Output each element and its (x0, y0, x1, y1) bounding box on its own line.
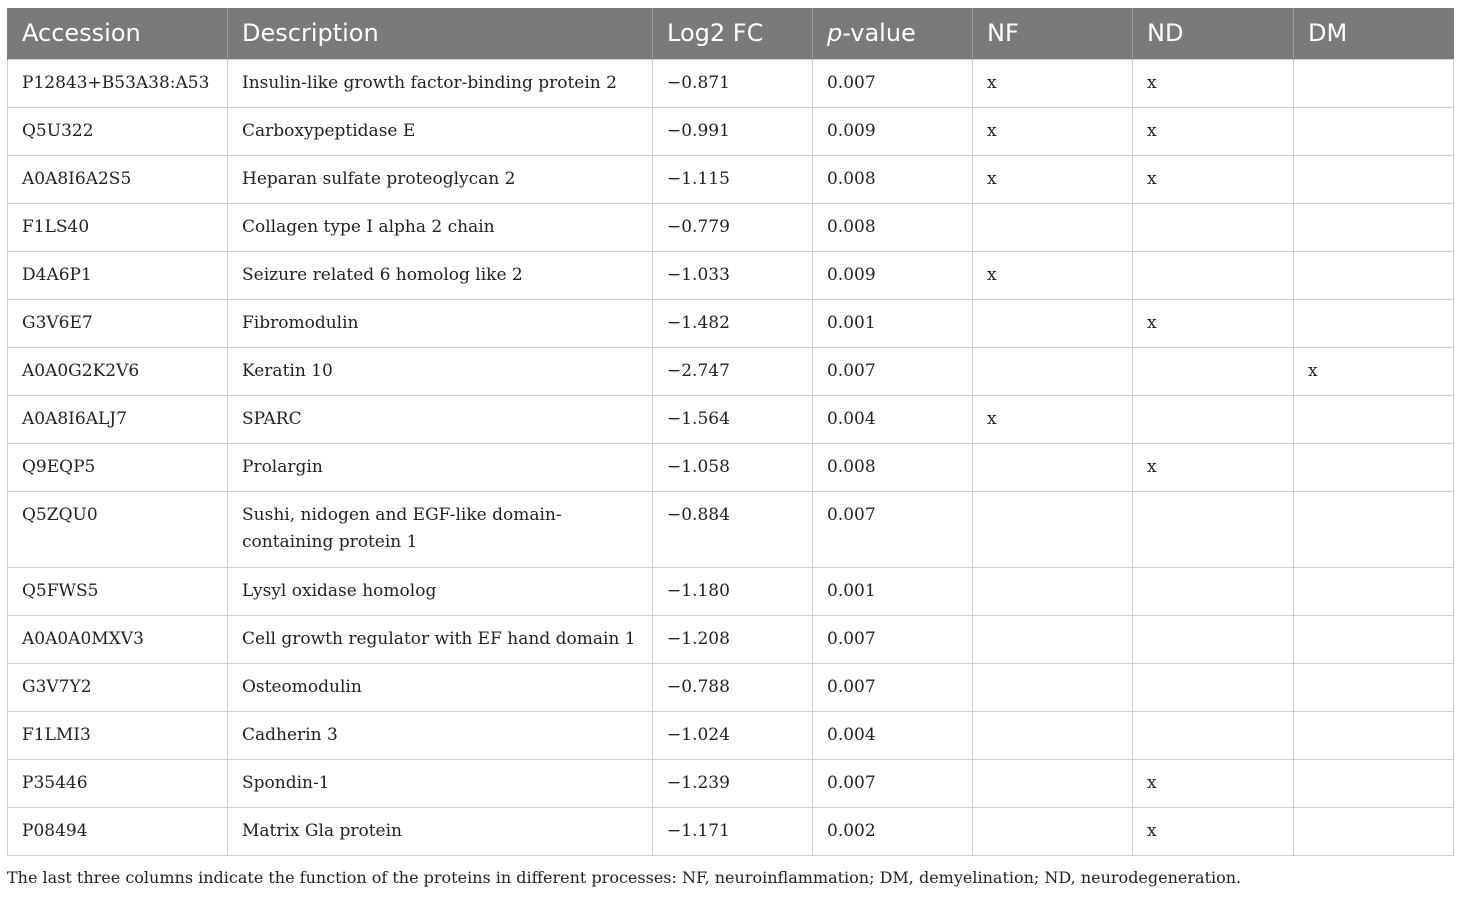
cell-log2fc: −0.871 (653, 59, 813, 107)
cell-description: SPARC (228, 395, 653, 443)
cell-log2fc: −1.482 (653, 299, 813, 347)
table-row (8, 615, 1454, 663)
table-row (8, 567, 1454, 615)
table-row (8, 299, 1454, 347)
cell-nf (973, 347, 1133, 395)
header-nf: NF (973, 8, 1133, 59)
cell-dm: x (1294, 347, 1454, 395)
cell-description: Spondin-1 (228, 759, 653, 807)
cell-nf: x (973, 59, 1133, 107)
header-pvalue-italic: p (827, 19, 843, 48)
cell-dm (1294, 759, 1454, 807)
table-row (8, 203, 1454, 251)
cell-dm (1294, 59, 1454, 107)
cell-nd (1133, 491, 1294, 567)
cell-accession: A0A8I6A2S5 (8, 155, 228, 203)
cell-log2fc: −0.779 (653, 203, 813, 251)
header-pvalue (813, 8, 973, 59)
cell-nf (973, 491, 1133, 567)
cell-description: Sushi, nidogen and EGF-like domain-containing protein 1 (228, 491, 653, 567)
cell-log2fc: −0.991 (653, 107, 813, 155)
cell-nf (973, 711, 1133, 759)
cell-nd (1133, 347, 1294, 395)
cell-description: Keratin 10 (228, 347, 653, 395)
cell-description: Collagen type I alpha 2 chain (228, 203, 653, 251)
cell-pvalue: 0.007 (813, 663, 973, 711)
header-row (8, 8, 1454, 59)
header-accession: Accession (8, 8, 228, 59)
cell-nd (1133, 567, 1294, 615)
cell-description: Cell growth regulator with EF hand domain 1 (228, 615, 653, 663)
cell-dm (1294, 711, 1454, 759)
cell-nd: x (1133, 155, 1294, 203)
cell-accession: G3V7Y2 (8, 663, 228, 711)
table-row (8, 491, 1454, 567)
table-header (8, 8, 1454, 59)
cell-nd (1133, 615, 1294, 663)
cell-description: Seizure related 6 homolog like 2 (228, 251, 653, 299)
cell-dm (1294, 251, 1454, 299)
cell-log2fc: −1.033 (653, 251, 813, 299)
table-row (8, 663, 1454, 711)
header-description: Description (228, 8, 653, 59)
cell-nd (1133, 663, 1294, 711)
cell-nf (973, 203, 1133, 251)
cell-pvalue: 0.007 (813, 491, 973, 567)
cell-nf (973, 615, 1133, 663)
cell-nf: x (973, 395, 1133, 443)
cell-log2fc: −1.024 (653, 711, 813, 759)
cell-nd: x (1133, 443, 1294, 491)
cell-pvalue: 0.001 (813, 567, 973, 615)
cell-log2fc: −0.884 (653, 491, 813, 567)
cell-accession: A0A0G2K2V6 (8, 347, 228, 395)
cell-nf: x (973, 251, 1133, 299)
cell-pvalue: 0.004 (813, 711, 973, 759)
cell-accession: F1LS40 (8, 203, 228, 251)
cell-nd (1133, 251, 1294, 299)
cell-nf (973, 807, 1133, 855)
cell-accession: D4A6P1 (8, 251, 228, 299)
table-row (8, 155, 1454, 203)
cell-dm (1294, 155, 1454, 203)
cell-pvalue: 0.007 (813, 347, 973, 395)
table-footnote: The last three columns indicate the function of the proteins in different processes: NF, neuroinflammation; DM, demyelination; ND, neurodegeneration. (7, 868, 1242, 887)
cell-nd (1133, 711, 1294, 759)
cell-nd: x (1133, 807, 1294, 855)
cell-nf: x (973, 107, 1133, 155)
header-dm: DM (1294, 8, 1454, 59)
cell-nf (973, 443, 1133, 491)
cell-accession: P08494 (8, 807, 228, 855)
cell-log2fc: −0.788 (653, 663, 813, 711)
cell-nd (1133, 203, 1294, 251)
header-pvalue-rest: -value (842, 19, 916, 48)
cell-description: Osteomodulin (228, 663, 653, 711)
cell-dm (1294, 615, 1454, 663)
cell-description: Cadherin 3 (228, 711, 653, 759)
cell-accession: Q9EQP5 (8, 443, 228, 491)
table-body (8, 59, 1454, 855)
cell-dm (1294, 299, 1454, 347)
cell-accession: A0A0A0MXV3 (8, 615, 228, 663)
cell-pvalue: 0.001 (813, 299, 973, 347)
cell-accession: Q5ZQU0 (8, 491, 228, 567)
cell-nf: x (973, 155, 1133, 203)
cell-dm (1294, 663, 1454, 711)
cell-accession: A0A8I6ALJ7 (8, 395, 228, 443)
cell-nd: x (1133, 759, 1294, 807)
cell-description: Lysyl oxidase homolog (228, 567, 653, 615)
cell-accession: F1LMI3 (8, 711, 228, 759)
cell-pvalue: 0.008 (813, 443, 973, 491)
cell-description: Prolargin (228, 443, 653, 491)
table-row (8, 395, 1454, 443)
header-nd: ND (1133, 8, 1294, 59)
cell-dm (1294, 203, 1454, 251)
cell-description: Fibromodulin (228, 299, 653, 347)
cell-dm (1294, 567, 1454, 615)
cell-accession: Q5FWS5 (8, 567, 228, 615)
cell-nf (973, 663, 1133, 711)
table-row (8, 443, 1454, 491)
table-row (8, 759, 1454, 807)
cell-accession: Q5U322 (8, 107, 228, 155)
cell-dm (1294, 491, 1454, 567)
cell-log2fc: −1.564 (653, 395, 813, 443)
cell-nd: x (1133, 59, 1294, 107)
cell-pvalue: 0.009 (813, 251, 973, 299)
cell-nf (973, 299, 1133, 347)
cell-description: Heparan sulfate proteoglycan 2 (228, 155, 653, 203)
cell-description: Carboxypeptidase E (228, 107, 653, 155)
cell-nf (973, 759, 1133, 807)
cell-dm (1294, 107, 1454, 155)
cell-log2fc: −1.239 (653, 759, 813, 807)
table-row (8, 251, 1454, 299)
cell-nd: x (1133, 107, 1294, 155)
cell-pvalue: 0.007 (813, 759, 973, 807)
cell-pvalue: 0.002 (813, 807, 973, 855)
cell-pvalue: 0.008 (813, 155, 973, 203)
cell-pvalue: 0.009 (813, 107, 973, 155)
cell-dm (1294, 443, 1454, 491)
cell-description: Matrix Gla protein (228, 807, 653, 855)
cell-description: Insulin-like growth factor-binding protein 2 (228, 59, 653, 107)
cell-nd: x (1133, 299, 1294, 347)
cell-accession: P12843+B53A38:A53 (8, 59, 228, 107)
cell-dm (1294, 395, 1454, 443)
protein-table (7, 8, 1454, 856)
table-row (8, 711, 1454, 759)
table-row (8, 347, 1454, 395)
cell-log2fc: −2.747 (653, 347, 813, 395)
cell-accession: P35446 (8, 759, 228, 807)
cell-log2fc: −1.180 (653, 567, 813, 615)
table-row (8, 107, 1454, 155)
header-log2fc: Log2 FC (653, 8, 813, 59)
cell-pvalue: 0.007 (813, 615, 973, 663)
cell-pvalue: 0.008 (813, 203, 973, 251)
cell-log2fc: −1.115 (653, 155, 813, 203)
table-row (8, 807, 1454, 855)
cell-log2fc: −1.058 (653, 443, 813, 491)
cell-accession: G3V6E7 (8, 299, 228, 347)
cell-nd (1133, 395, 1294, 443)
cell-log2fc: −1.208 (653, 615, 813, 663)
cell-nf (973, 567, 1133, 615)
cell-dm (1294, 807, 1454, 855)
cell-pvalue: 0.007 (813, 59, 973, 107)
cell-pvalue: 0.004 (813, 395, 973, 443)
cell-log2fc: −1.171 (653, 807, 813, 855)
table-row (8, 59, 1454, 107)
